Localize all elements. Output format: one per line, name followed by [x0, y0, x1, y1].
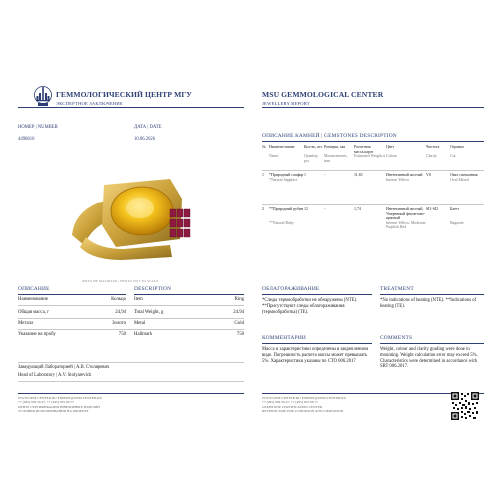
ring-photo	[52, 165, 212, 270]
ru-title: ГЕММОЛОГИЧЕСКИЙ ЦЕНТР МГУ	[56, 90, 192, 99]
table-row: 2 **Природный рубин 12 - 1,74 Интенсивный желтый, Умеренный фиолетово-красный SI1-SI2 Багет **Natural Ruby Intense Yellow, Moderate Purplish Red Baguette	[262, 207, 464, 230]
en-description-heading: DESCRIPTION	[134, 286, 172, 292]
number-value: 4496810	[18, 137, 35, 142]
en-comments-heading: COMMENTS	[380, 335, 413, 341]
ru-comments-heading: КОММЕНТАРИИ	[262, 335, 307, 341]
en-treatment-text: *No indications of heating (NTE). **Indications of heating (TE).	[380, 298, 477, 309]
qr-code[interactable]	[451, 392, 479, 420]
gemstones-header-ru: № Наимено-вание Кол-во, шт. Размеры, мм Расчетная масса,карат Цвет Чистота Огранка	[262, 145, 464, 154]
date-value: 10.06.2026	[134, 137, 156, 142]
en-title: MSU GEMMOLOGICAL CENTER	[262, 90, 384, 99]
number-label: НОМЕР | NUMBER	[18, 125, 58, 130]
ru-description-heading: ОПИСАНИЕ	[18, 286, 50, 292]
table-row: 1 *Природный сапфир 1 - 11,65 Интенсивный желтый VS Овал смешанная *Natural Sapphire Intense Yellow Oval Mixed	[262, 173, 478, 182]
gemstones-header-en: Name Quantity, pcs Measurements, mm Estimated Weight,ct Colour Clarity Cut	[269, 154, 456, 163]
photo-note: ФОТО НЕ МАСШТАБ | PHOTO NOT TO SCALE	[82, 279, 159, 283]
gemstones-heading: ОПИСАНИЕ КАМНЕЙ | GEMSTONES DESCRIPTION	[262, 133, 397, 139]
en-treatment-heading: TREATMENT	[380, 286, 414, 292]
msu-logo	[34, 85, 52, 107]
ru-treatment-heading: ОБЛАГОРАЖИВАНИЕ	[262, 286, 320, 292]
footer-ru: WWW.GEM-CENTER.RU EXPERT@GEM-CENTER.RU +7 (495) 939 56 47, +7 (495) 955 66 77 ЦЕНТР СЕРТИФИКАЦИИ ЮВЕЛИРНЫХ ИЗДЕЛИЙ УСЛОВИЯ ИСПОЛЬЗОВАНИЯ НА ОБОРОТЕ	[18, 396, 103, 413]
head-en: Head of Laboratory | A.V. Stolyarevich	[18, 373, 92, 378]
footer-en: WWW.GEM-CENTER.RU EXPERT@GEM-CENTER.RU +7 (495) 939 56 47, +7 (495) 955 66 77 GEMSTONE CERTIFICATION CENTER REVERSE SIDE FOR CONDITION AND LIMITATION	[262, 396, 347, 413]
ru-treatment-text: *Следы термообработки не обнаружены (NTE). **Присутствуют следы облагораживания (термообработка) (TE).	[262, 298, 358, 315]
date-label: ДАТА | DATE	[134, 125, 162, 130]
en-comments-text: Weight, colour and clarity grading were done in mounting. Weight calculation error may exceed 5%. Characteristics were determined in accordance with SRT 006.2017.	[380, 347, 478, 370]
ru-comments-text: Масса и характеристики определены в закрепленном виде. Погрешность расчета массы может превышать 5%. Характеристики указаны по СТО 006.2017	[262, 347, 369, 364]
head-ru: Заведующий Лабораторией | А.В. Столяревич	[18, 365, 110, 370]
ru-subtitle: ЭКСПЕРТНОЕ ЗАКЛЮЧЕНИЕ	[56, 101, 123, 106]
gemstones-table	[262, 145, 484, 163]
en-subtitle: JEWELLERY REPORT	[262, 101, 310, 106]
